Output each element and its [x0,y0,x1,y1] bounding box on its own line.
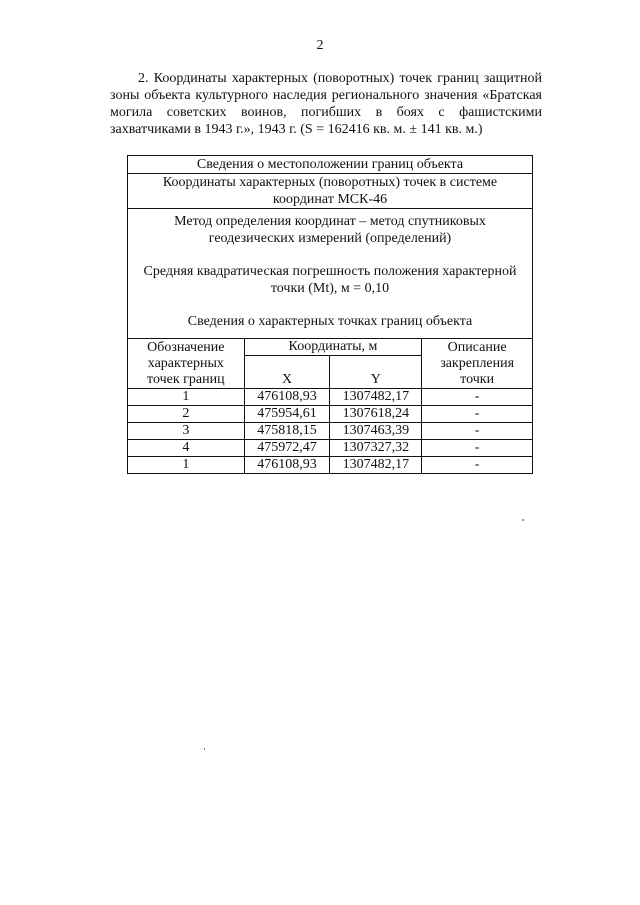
points-info-text: Сведения о характерных точках границ объекта [187,314,473,329]
y-coordinate: 1307463,39 [330,423,422,440]
x-header: X [244,356,330,389]
coordinate-system: Координаты характерных (поворотных) точек в системе координат МСК-46 [128,174,533,209]
y-coordinate: 1307482,17 [330,389,422,406]
point-number: 4 [128,440,245,457]
method-text: Метод определения координат – метод спутниковых геодезических измерений (определений) [174,214,486,246]
point-description: - [422,423,533,440]
table-row [128,389,533,406]
accuracy-text: Средняя квадратическая погрешность положения характерной точки (Mt), м = 0,10 [143,264,517,296]
point-number: 1 [128,389,245,406]
table-row [128,457,533,474]
x-coordinate: 475954,61 [244,406,330,423]
point-description: - [422,457,533,474]
coordinates-header: Координаты, м [244,339,422,356]
x-coordinate: 476108,93 [244,457,330,474]
point-description: - [422,440,533,457]
point-number: 3 [128,423,245,440]
location-header: Сведения о местоположении границ объекта [128,156,533,174]
coordinates-table [127,155,533,474]
y-header: Y [330,356,422,389]
page-number: 2 [316,38,324,53]
table-row [128,440,533,457]
x-coordinate: 476108,93 [244,389,330,406]
table-row [128,423,533,440]
point-number: 2 [128,406,245,423]
scan-speck [204,748,205,750]
y-coordinate: 1307327,32 [330,440,422,457]
point-number: 1 [128,457,245,474]
point-description: - [422,389,533,406]
point-description: - [422,406,533,423]
x-coordinate: 475972,47 [244,440,330,457]
designation-header: Обозначение характерных точек границ [128,339,245,389]
y-coordinate: 1307482,17 [330,457,422,474]
description-header: Описание закрепления точки [422,339,533,389]
x-coordinate: 475818,15 [244,423,330,440]
intro-paragraph: 2. Координаты характерных (поворотных) точек границ защитной зоны объекта культурного наследия регионального значения «Братская могила советских воинов, погибших в боях с фашистскими захватчиками в 1943 г.», 1943 г. (S = 162416 кв. м. ± 141 кв. м.) [110,71,542,137]
scan-speck [522,519,524,521]
y-coordinate: 1307618,24 [330,406,422,423]
table-row [128,406,533,423]
method-section [128,209,533,339]
